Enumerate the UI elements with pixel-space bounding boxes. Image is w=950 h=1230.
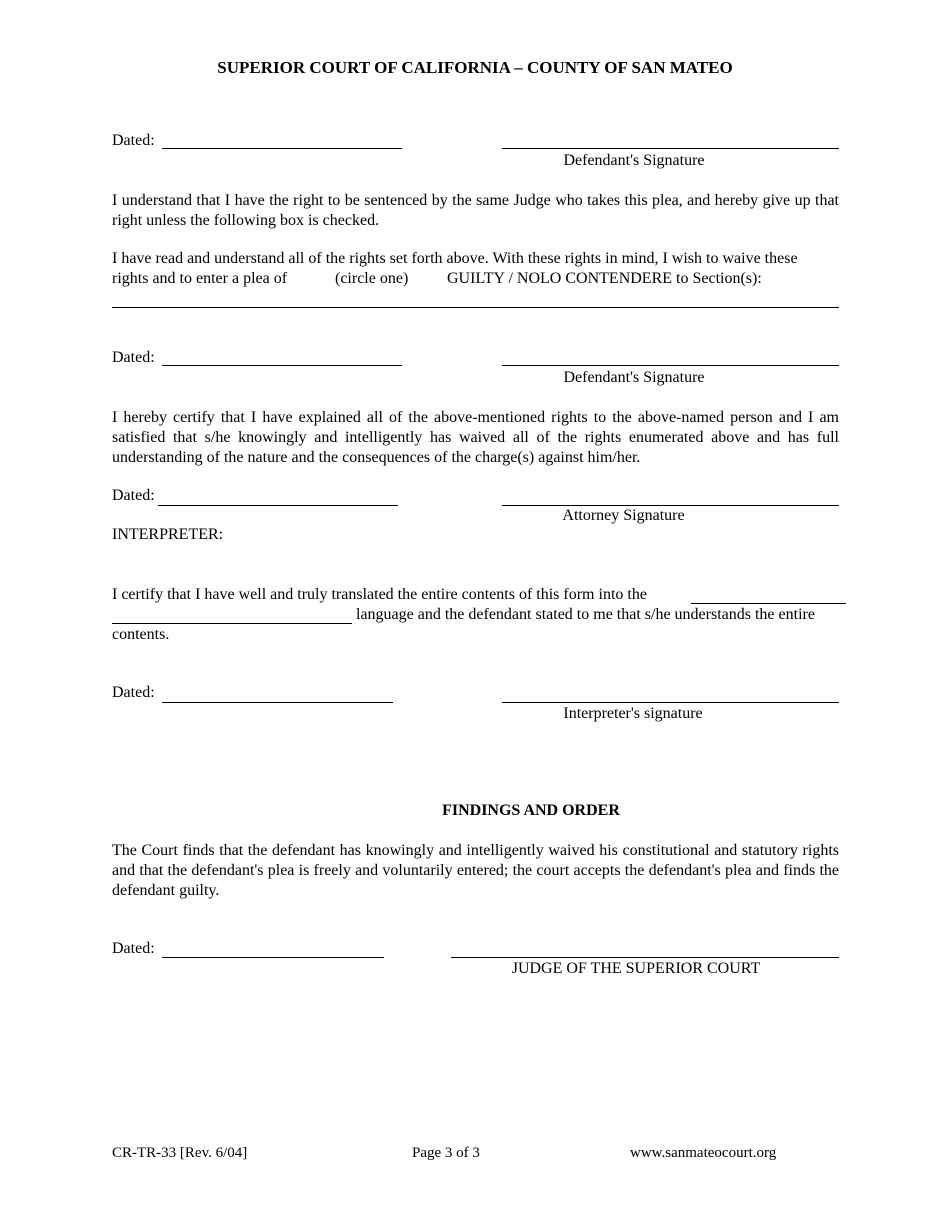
defendant-signature-caption-1: Defendant's Signature [563,152,705,169]
language-field-part-2[interactable] [112,623,352,624]
findings-heading: FINDINGS AND ORDER [442,802,620,819]
judge-signature-caption: JUDGE OF THE SUPERIOR COURT [511,960,761,977]
dated-label-5: Dated: [112,940,155,957]
findings-paragraph: The Court finds that the defendant has knowingly and intelligently waived his constitutional and statutory rights and that the defendant's plea is freely and voluntarily entered; the court accepts the defendant's plea and finds the defendant guilty. [112,842,839,899]
interpreter-signature-caption: Interpreter's signature [563,705,703,722]
defendant-signature-line-2[interactable] [502,365,839,366]
same-judge-paragraph: I understand that I have the right to be sentenced by the same Judge who takes this plea, and hereby give up that right unless the following box is checked. [112,192,839,229]
defendant-signature-line-1[interactable] [502,148,839,149]
date-field-4[interactable] [162,702,393,703]
attorney-certification-paragraph: I hereby certify that I have explained all of the above-mentioned rights to the above-named person and I am satisfied that s/he knowingly and intelligently has waived all of the rights enumerated above and has full understanding of the nature and the consequences of the charge(s) against him/her. [112,409,839,466]
interpreter-label: INTERPRETER: [112,526,224,543]
form-number: CR-TR-33 [Rev. 6/04] [112,1145,248,1161]
court-website[interactable]: www.sanmateocourt.org [630,1145,777,1161]
plea-options[interactable]: GUILTY / NOLO CONTENDERE to Section(s): [447,270,762,287]
date-field-2[interactable] [162,365,402,366]
circle-one-hint: (circle one) [335,270,409,287]
attorney-signature-line[interactable] [502,505,839,506]
date-field-3[interactable] [158,505,398,506]
plea-line-2-start: rights and to enter a plea of [112,270,288,287]
dated-label-2: Dated: [112,349,155,366]
date-field-5[interactable] [162,957,384,958]
date-field-1[interactable] [162,148,402,149]
attorney-signature-caption: Attorney Signature [562,507,685,524]
page-number: Page 3 of 3 [412,1145,480,1161]
defendant-signature-caption-2: Defendant's Signature [563,369,705,386]
plea-line-1: I have read and understand all of the rights set forth above. With these rights in mind, I wish to waive these [112,250,798,267]
dated-label-4: Dated: [112,684,155,701]
interpreter-signature-line[interactable] [502,702,839,703]
interpreter-cert-line-1: I certify that I have well and truly translated the entire contents of this form into the [112,586,647,603]
interpreter-cert-line-2: language and the defendant stated to me that s/he understands the entire [356,606,815,623]
page-title: SUPERIOR COURT OF CALIFORNIA – COUNTY OF SAN MATEO [217,58,733,77]
dated-label-3: Dated: [112,487,155,504]
language-field-part-1[interactable] [691,603,846,604]
judge-signature-line[interactable] [451,957,839,958]
interpreter-cert-line-3: contents. [112,626,170,643]
sections-field[interactable] [112,307,839,308]
dated-label-1: Dated: [112,132,155,149]
